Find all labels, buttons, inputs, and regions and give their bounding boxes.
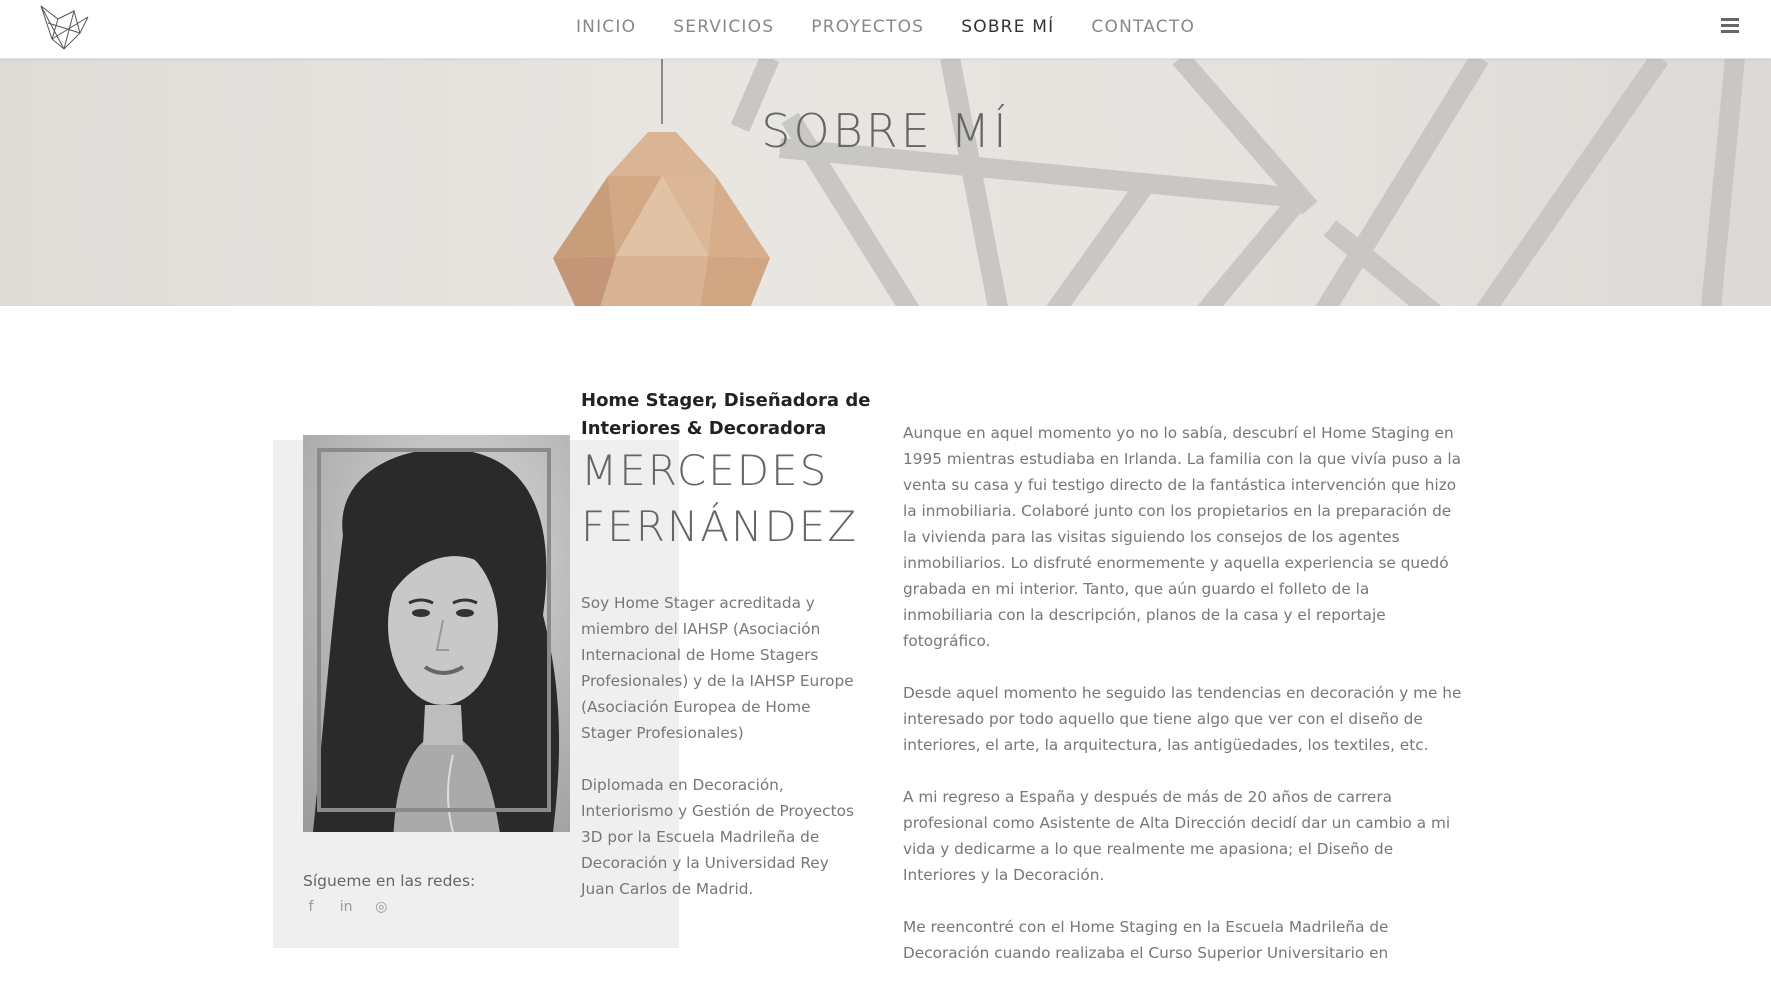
instagram-icon[interactable]: ◎	[375, 899, 388, 915]
photo-frame	[317, 448, 551, 812]
nav-item-sobre-mi[interactable]: SOBRE MÍ	[961, 17, 1055, 37]
facebook-icon[interactable]: f	[308, 899, 314, 915]
profile-bio	[581, 590, 861, 928]
site-header	[0, 0, 1771, 59]
about-paragraph: Desde aquel momento he seguido las tendencias en decoración y me he interesado por todo aquello que tiene algo que ver con el diseño de interiores, el arte, la arquitectura, las antigüedades, los textiles, etc.	[903, 684, 1462, 754]
nav-item-inicio[interactable]: INICIO	[575, 17, 637, 37]
nav-item-servicios[interactable]: SERVICIOS	[673, 17, 775, 37]
about-paragraph: Me reencontré con el Home Staging en la Escuela Madrileña de Decoración cuando realizaba el Curso Superior Universitario en	[903, 918, 1389, 962]
profile-name-last: FERNÁNDEZ	[581, 502, 859, 551]
nav-item-proyectos[interactable]: PROYECTOS	[811, 17, 925, 37]
bio-paragraph: Soy Home Stager acreditada y miembro del IAHSP (Asociación Internacional de Home Stagers Profesionales) y de la IAHSP Europe (Asociación Europea de Home Stager Profesionales)	[581, 594, 854, 742]
profile-subtitle: Home Stager, Diseñadora de Interiores & Decoradora	[581, 390, 871, 439]
about-paragraph: Aunque en aquel momento yo no lo sabía, descubrí el Home Staging en 1995 mientras estudiaba en Irlanda. La familia con la que vivía puso a la venta su casa y fui testigo directo de la fantástica intervención que hizo la inmobiliaria. Colaboré junto con los propietarios en la preparación de la vivienda para las visitas siguiendo los consejos de los agentes inmobiliarios. Lo disfruté enormemente y aquella experiencia se quedó grabada en mi interior. Tanto, que aún guardo el folleto de la inmobiliaria con la descripción, planos de la casa y el reportaje fotográfico.	[903, 424, 1461, 650]
profile-name	[581, 443, 881, 555]
follow-label: Sígueme en las redes:	[303, 872, 476, 890]
linkedin-icon[interactable]: in	[339, 899, 353, 915]
page-title: SOBRE MÍ	[761, 104, 1010, 158]
main-nav	[0, 0, 1771, 58]
nav-item-contacto[interactable]: CONTACTO	[1091, 17, 1196, 37]
hero-banner	[0, 58, 1771, 306]
bio-paragraph: Diplomada en Decoración, Interiorismo y Gestión de Proyectos 3D por la Escuela Madrileña de Decoración y la Universidad Rey Juan Carlos de Madrid.	[581, 776, 854, 898]
pendant-lamp	[553, 132, 770, 306]
social-links	[303, 896, 403, 915]
profile-name-first: MERCEDES	[581, 446, 829, 495]
about-text	[903, 420, 1463, 992]
hero-background-image	[0, 58, 1771, 306]
hamburger-menu-icon[interactable]	[1721, 18, 1739, 34]
about-paragraph: A mi regreso a España y después de más de 20 años de carrera profesional como Asistente de Alta Dirección decidí dar un cambio a mi vida y dedicarme a lo que realmente me apasiona; el Diseño de Interiores y la Decoración.	[903, 788, 1451, 884]
